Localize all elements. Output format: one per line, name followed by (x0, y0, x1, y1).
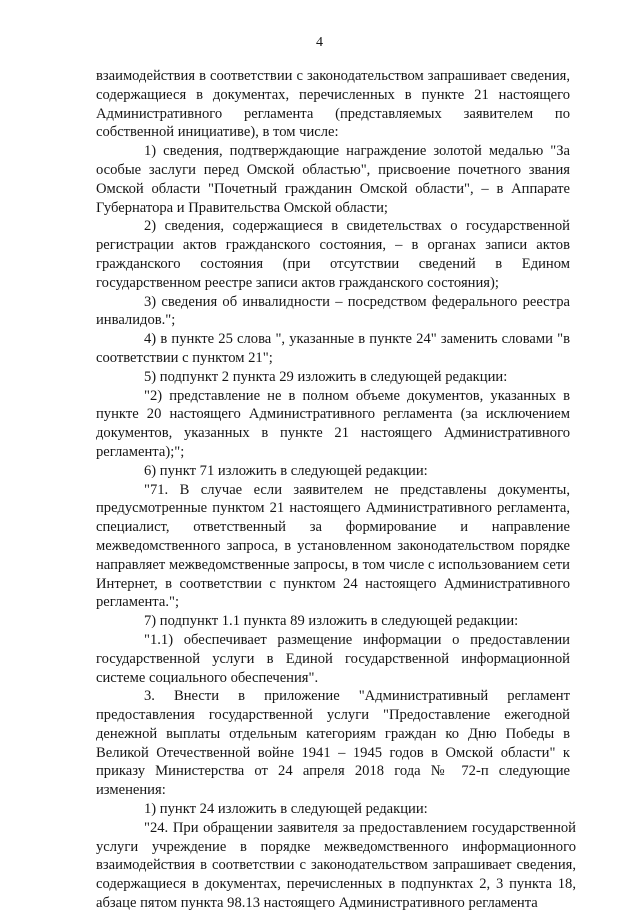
paragraph-quote-subclause-1-1: "1.1) обеспечивает размещение информации о предоставлении государственной услуги в Единой государственной информационной системе социального обеспечения". (96, 631, 570, 686)
document-body (96, 67, 576, 913)
paragraph-section-3-item-1: 1) пункт 24 изложить в следующей редакции: (144, 801, 428, 818)
paragraph-continuation: взаимодействия в соответствии с законодательством запрашивает сведения, содержащиеся в документах, перечисленных в пункте 21 настоящего Административного регламента (представляемых заявителем по собственной инициативе), в том числе: (96, 68, 570, 141)
page-number: 4 (316, 35, 323, 50)
paragraph-item-7-subclause-1-1: 7) подпункт 1.1 пункта 89 изложить в следующей редакции: (144, 613, 519, 630)
paragraph-section-3: 3. Внести в приложение "Административный регламент предоставления государственной услуги "Предоставление ежегодной денежной выплаты отдельным категориям граждан ко Дню Победы в Великой Отечественной войне 1941 – 1945 годов в Омской области" к приказу Министерства от 24 апреля 2018 года № 72-п следующие изменения: (96, 688, 570, 799)
paragraph-item-1-medal: 1) сведения, подтверждающие награждение золотой медалью "За особые заслуги перед Омской областью", присвоение почетного звания Омской области "Почетный гражданин Омской области", – в Аппарате Губернатора и Правительства Омской области; (96, 143, 570, 216)
paragraph-item-6-clause-71: 6) пункт 71 изложить в следующей редакции: (144, 462, 428, 479)
paragraph-item-2-civil-registry: 2) сведения, содержащиеся в свидетельствах о государственной регистрации актов гражданского состояния, – в органах записи актов гражданского состояния (при отсутствии сведений в Едином государственном реестре записи актов гражданского состояния); (96, 218, 570, 291)
paragraph-quote-subclause-2: "2) представление не в полном объеме документов, указанных в пункте 20 настоящего Административного регламента (за исключением документов, указанных в пункте 21 настоящего Административного регламента);"; (96, 387, 570, 460)
paragraph-item-5-subclause-29: 5) подпункт 2 пункта 29 изложить в следующей редакции: (144, 368, 508, 385)
paragraph-quote-clause-71: "71. В случае если заявителем не представлены документы, предусмотренные пунктом 21 настоящего Административного регламента, специалист, ответственный за формирование и направление межведомственного запроса, в установленном законодательством порядке направляет межведомственные запросы, в том числе с использованием сети Интернет, в соответствии с пунктом 24 настоящего Административного регламента."; (96, 481, 570, 611)
paragraph-item-3-disability: 3) сведения об инвалидности – посредством федерального реестра инвалидов."; (96, 293, 570, 329)
paragraph-quote-clause-24: "24. При обращении заявителя за предоставлением государственной услуги учреждение в порядке межведомственного информационного взаимодействия в соответствии с законодательством запрашивает сведения, содержащиеся в документах, перечисленных в подпунктах 2, 3 пункта 18, абзаце пятом пункта 98.13 настоящего Административного регламента (96, 819, 576, 912)
paragraph-item-4-clause-25: 4) в пункте 25 слова ", указанные в пункте 24" заменить словами "в соответствии с пунктом 21"; (96, 331, 570, 366)
